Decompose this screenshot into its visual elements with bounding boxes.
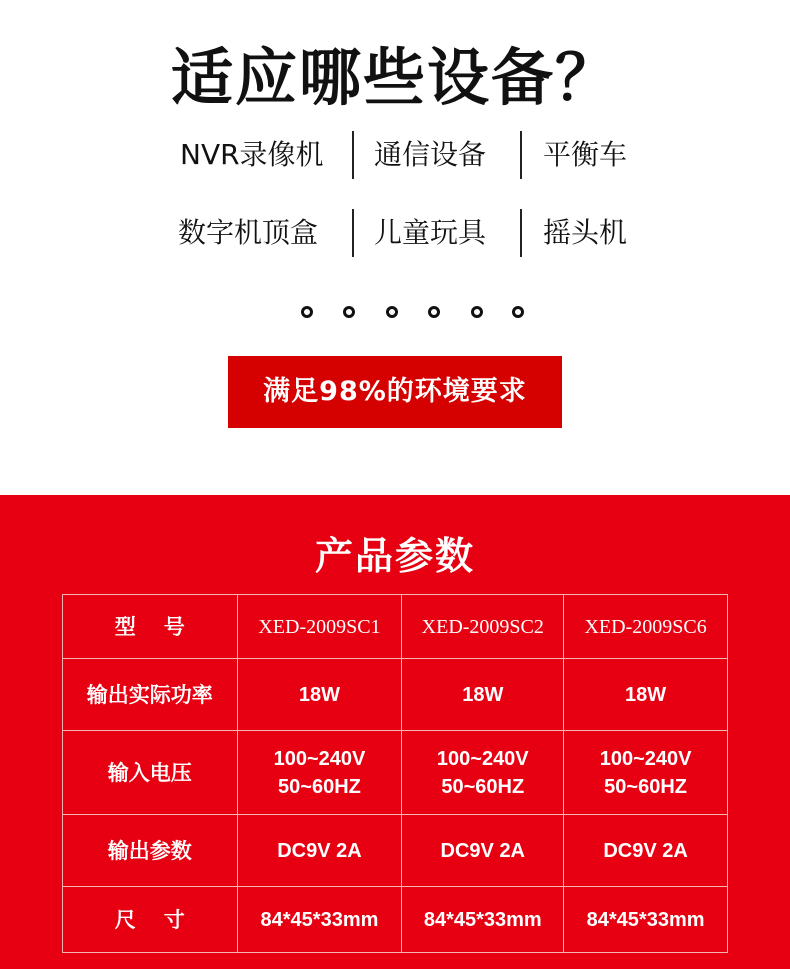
dots-row [0, 306, 790, 326]
size-label: 尺寸 [114, 907, 213, 932]
section-title: 产品参数 [314, 534, 475, 578]
table-cell: 18W [237, 659, 402, 731]
table-cell: 84*45*33mm [237, 887, 402, 953]
table-cell: 18W [564, 659, 728, 731]
cell-line: 100~240V [436, 747, 529, 770]
environment-badge: 满足98%的环境要求 [228, 356, 562, 428]
device-row-1 [0, 130, 790, 180]
product-params-section [0, 495, 790, 969]
row-label: 输入电压 [63, 731, 238, 815]
spec-table [62, 594, 728, 953]
device-item: 摇头机 [543, 216, 628, 249]
divider [352, 209, 354, 257]
cell-line: 100~240V [599, 747, 692, 770]
dot-5 [471, 306, 483, 318]
cell-line: 100~240V [273, 747, 366, 770]
dot-1 [301, 306, 313, 318]
device-item: NVR录像机 [180, 138, 324, 171]
cell-line: 50~60HZ [441, 775, 525, 798]
table-cell: 84*45*33mm [402, 887, 564, 953]
table-cell: XED-2009SC1 [237, 595, 402, 659]
table-cell: DC9V 2A [237, 815, 402, 887]
row-label: 输出参数 [63, 815, 238, 887]
table-cell [564, 731, 728, 815]
cell-line: 50~60HZ [604, 775, 688, 798]
table-cell: DC9V 2A [402, 815, 564, 887]
table-cell: 84*45*33mm [564, 887, 728, 953]
table-cell: XED-2009SC2 [402, 595, 564, 659]
table-cell: XED-2009SC6 [564, 595, 728, 659]
device-row-2 [0, 208, 790, 258]
table-row [63, 595, 728, 659]
table-row [63, 731, 728, 815]
dot-6 [512, 306, 524, 318]
cell-line: 50~60HZ [278, 775, 361, 798]
table-row [63, 887, 728, 953]
divider [520, 131, 522, 179]
dot-2 [343, 306, 355, 318]
table-cell [237, 731, 402, 815]
row-label [63, 595, 238, 659]
dot-3 [386, 306, 398, 318]
table-cell: 18W [402, 659, 564, 731]
dot-4 [428, 306, 440, 318]
device-item: 通信设备 [374, 138, 487, 171]
row-label [63, 887, 238, 953]
model-label: 型号 [114, 614, 213, 639]
table-cell: DC9V 2A [564, 815, 728, 887]
table-row [63, 659, 728, 731]
table-cell [402, 731, 564, 815]
page-title: 适应哪些设备？ [170, 41, 619, 114]
divider [352, 131, 354, 179]
table-row [63, 815, 728, 887]
divider [520, 209, 522, 257]
row-label: 输出实际功率 [63, 659, 238, 731]
device-item: 平衡车 [543, 138, 628, 171]
device-item: 数字机顶盒 [178, 216, 319, 249]
device-item: 儿童玩具 [374, 216, 487, 249]
